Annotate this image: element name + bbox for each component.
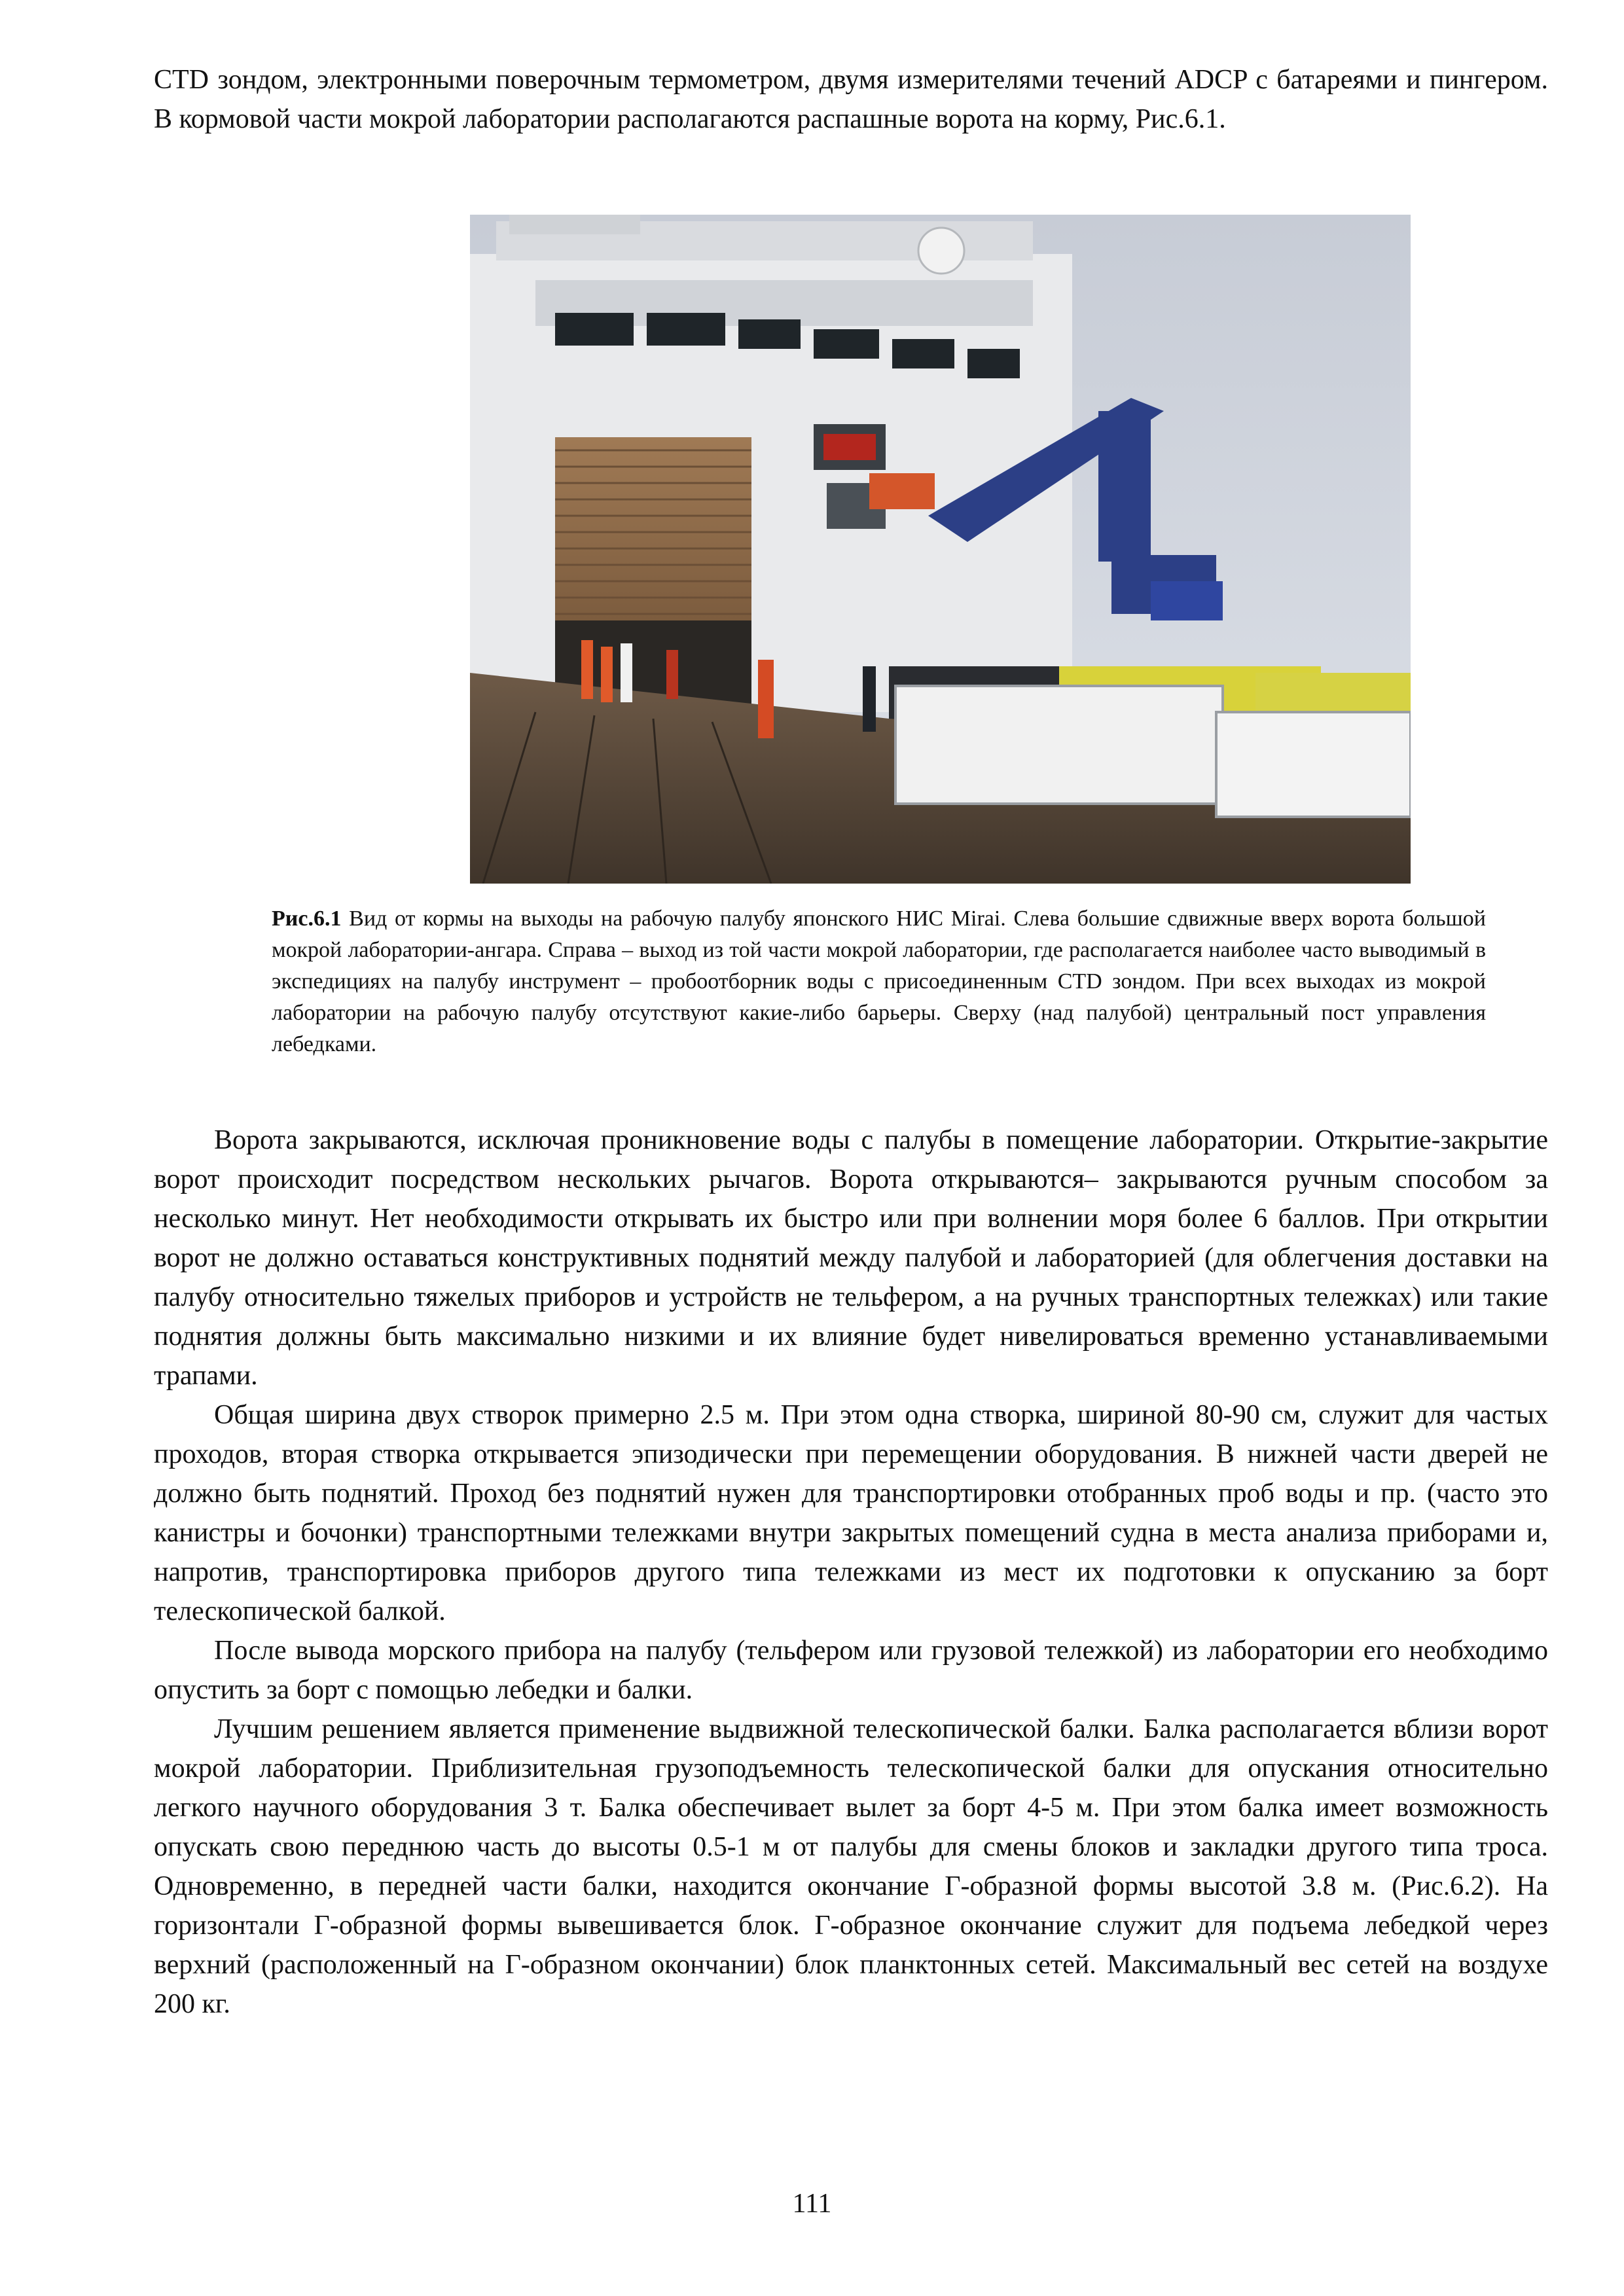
paragraph-door-width: Общая ширина двух створок примерно 2.5 м. При этом одна створка, шириной 80-90 см, служит для частых проходов, вторая створка открывается эпизодически при перемещении оборудования. В нижней части дверей не должно быть поднятий. Проход без поднятий нужен для транспортировки отобранных проб воды и пр. (часто это канистры и бочонки) транспортными тележками внутри закрытых помещений судна в места анализа приборами и, напротив, транспортировка приборов другого типа тележками из мест их подготовки к опусканию за борт телескопической балкой. bbox=[154, 1400, 1548, 1626]
page-number: 111 bbox=[792, 2189, 832, 2219]
paragraph-deployment: После вывода морского прибора на палубу (тельфером или грузовой тележкой) из лаборатории его необходимо опустить за борт с помощью лебедки и балки. bbox=[154, 1636, 1548, 1705]
ship-deck-photo bbox=[470, 215, 1411, 884]
figure-caption-label: Рис.6.1 bbox=[272, 906, 342, 931]
body-text bbox=[154, 1121, 1548, 2024]
paragraph-telescopic-beam: Лучшим решением является применение выдвижной телескопической балки. Балка располагается вблизи ворот мокрой лаборатории. Приблизительная грузоподъемность телескопической балки для опускания относительно легкого научного оборудования 3 т. Балка обеспечивает вылет за борт 4-5 м. При этом балка имеет возможность опускать свою переднюю часть до высоты 0.5-1 м от палубы для смены блоков и закладки другого типа троса. Одновременно, в передней части балки, находится окончание Г-образной формы высотой 3.8 м. (Рис.6.2). На горизонтали Г-образной формы вывешивается блок. Г-образное окончание служит для подъема лебедкой через верхний (расположенный на Г-образном окончании) блок планктонных сетей. Максимальный вес сетей на воздухе 200 кг. bbox=[154, 1714, 1548, 2019]
intro-paragraph: CTD зондом, электронными поверочным термометром, двумя измерителями течений ADCP с батареями и пингером. В кормовой части мокрой лаборатории располагаются распашные ворота на корму, Рис.6.1. bbox=[154, 65, 1548, 134]
figure-caption-text: Вид от кормы на выходы на рабочую палубу японского НИС Mirai. Слева большие сдвижные вверх ворота большой мокрой лаборатории-ангара. Справа – выход из той части мокрой лаборатории, где располагается наиболее часто выводимый в экспедициях на палубу инструмент – пробоотборник воды с присоединенным CTD зондом. При всех выходах из мокрой лаборатории на рабочую палубу отсутствуют какие-либо барьеры. Сверху (над палубой) центральный пост управления лебедками. bbox=[272, 906, 1486, 1056]
paragraph-gates: Ворота закрываются, исключая проникновение воды с палубы в помещение лаборатории. Открытие-закрытие ворот происходит посредством нескольких рычагов. Ворота открываются– закрываются ручным способом за несколько минут. Нет необходимости открывать их быстро или при волнении моря более 6 баллов. При открытии ворот не должно оставаться конструктивных поднятий между палубой и лабораторией (для облегчения доставки на палубу относительно тяжелых приборов и устройств не тельфером, а на ручных транспортных тележках) или такие поднятия должны быть максимально низкими и их влияние будет нивелироваться временно устанавливаемыми трапами. bbox=[154, 1125, 1548, 1391]
figure-caption bbox=[272, 903, 1486, 1060]
